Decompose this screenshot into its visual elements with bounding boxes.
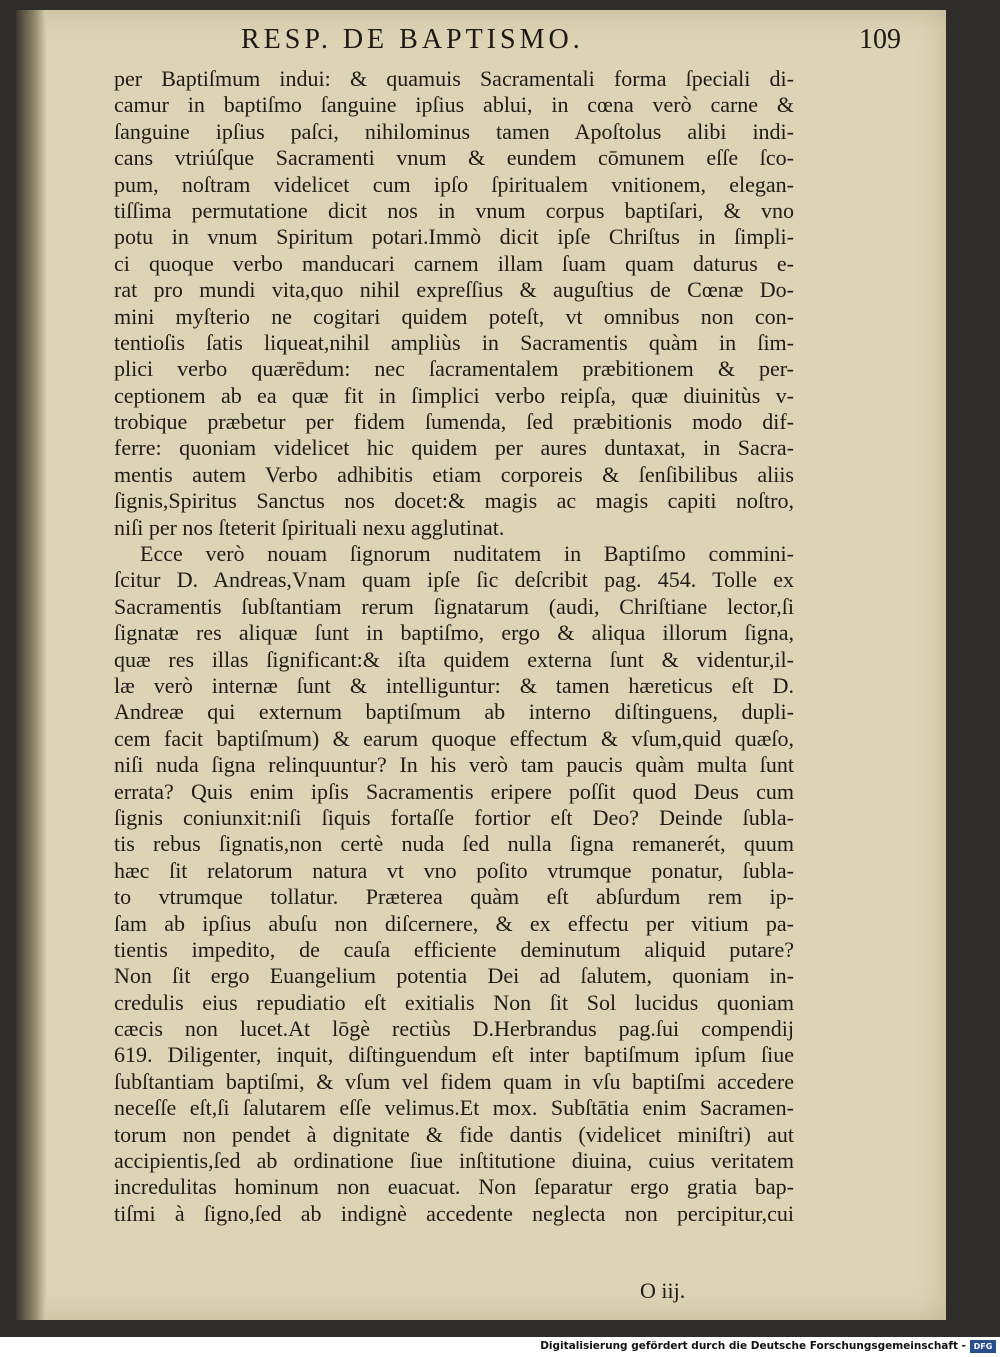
running-head — [241, 24, 901, 64]
text-line: rat pro mundi vita,quo nihil expreſſius & auguſtius de Cœnæ Do- — [114, 277, 794, 303]
text-line: neceſſe eſt,ſi ſalutarem eſſe velimus.Et mox. Subſtātia enim Sacramen- — [114, 1095, 794, 1121]
text-line: ferre: quoniam videlicet hic quidem per aures duntaxat, in Sacra- — [114, 435, 794, 461]
text-line: Andreæ qui externum baptiſmum ab interno diſtinguens, dupli- — [114, 699, 794, 725]
text-line: torum non pendet à dignitate & fide dantis (videlicet miniſtri) aut — [114, 1121, 794, 1147]
text-line: ſam ab ipſius abuſu non diſcernere, & ex effectu per vitium pa- — [114, 910, 794, 936]
text-line: niſi nuda ſigna relinquuntur? In his verò tam paucis quàm multa ſunt — [114, 752, 794, 778]
text-line: ſubſtantiam baptiſmi, & vſum vel fidem quam in vſu baptiſmi accedere — [114, 1068, 794, 1094]
text-line: tentioſis ſatis liqueat,nihil ampliùs in Sacramentis quàm in ſim- — [114, 329, 794, 355]
text-line: camur in baptiſmo ſanguine ipſius ablui, in cœna verò carne & — [114, 92, 794, 118]
text-line: pum, noſtram videlicet cum ipſo ſpiritualem vnitionem, elegan- — [114, 171, 794, 197]
text-line: niſi per nos ſteterit ſpirituali nexu agglutinat. — [114, 514, 505, 540]
text-line: Non ſit ergo Euangelium potentia Dei ad ſalutem, quoniam in- — [114, 963, 794, 989]
text-line: plici verbo quærēdum: nec ſacramentalem præbitionem & per- — [114, 356, 794, 382]
body-text — [114, 66, 794, 1227]
text-line: ci quoque verbo manducari carnem illam ſuam quam daturus e- — [114, 250, 794, 276]
text-line: tiſmi à ſigno,ſed ab indignè accedente neglecta non percipitur,cui — [114, 1200, 794, 1226]
text-line: mentis autem Verbo adhibitis etiam corporeis & ſenſibilibus aliis — [114, 461, 794, 487]
book-page — [16, 10, 946, 1320]
text-line: Ecce verò nouam ſignorum nuditatem in Baptiſmo commini- — [140, 541, 794, 567]
page-number: 109 — [859, 24, 901, 55]
dfg-logo: DFG — [970, 1340, 996, 1353]
text-line: mini myſterio ne cogitari quidem poteſt, vt omnibus non con- — [114, 303, 794, 329]
text-line: Sacramentis ſubſtantiam rerum ſignatarum (audi, Chriſtiane lector,ſi — [114, 593, 794, 619]
footer-bar — [0, 1337, 1000, 1357]
text-line: incredulitas hominum non euacuat. Non ſeparatur ergo gratia bap- — [114, 1174, 794, 1200]
text-line: trobique præbetur per fidem ſumenda, ſed præbitionis modo dif- — [114, 409, 794, 435]
text-line: tiſſima permutatione dicit nos in vnum corpus baptiſari, & vno — [114, 197, 794, 223]
text-line: cans vtriúſque Sacramenti vnum & eundem cōmunem eſſe ſco- — [114, 145, 794, 171]
text-line: per Baptiſmum indui: & quamuis Sacramentali forma ſpeciali di- — [114, 66, 794, 91]
text-line: ceptionem ab ea quæ fit in ſimplici verbo reipſa, quæ diuinitùs v- — [114, 382, 794, 408]
text-line: læ verò internæ ſunt & intelliguntur: & tamen hæreticus eſt D. — [114, 672, 794, 698]
text-line: tientis impedito, de cauſa efficiente deminutum aliquid putare? — [114, 936, 794, 962]
text-line: 619. Diligenter, inquit, diſtinguendum eſt inter baptiſmum ipſum ſiue — [114, 1042, 794, 1068]
text-line: to vtrumque tollatur. Præterea quàm eſt abſurdum rem ip- — [114, 884, 794, 910]
text-line: errata? Quis enim ipſis Sacramentis eripere poſſit quod Deus cum — [114, 778, 794, 804]
text-line: ſignis,Spiritus Sanctus nos docet:& magis ac magis capiti noſtro, — [114, 488, 794, 514]
text-line: accipientis,ſed ab ordinatione ſiue inſtitutione diuina, cuius veritatem — [114, 1148, 794, 1174]
text-line: potu in vnum Spiritum potari.Immò dicit ipſe Chriſtus in ſimpli- — [114, 224, 794, 250]
text-line: hæc ſit relatorum natura vt vno poſito vtrumque ponatur, ſubla- — [114, 857, 794, 883]
text-line: cem facit baptiſmum) & earum quoque effectum & vſum,quid quæſo, — [114, 725, 794, 751]
text-line: quæ res illas ſignificant:& iſta quidem externa ſunt & videntur,il- — [114, 646, 794, 672]
signature-mark: O iij. — [640, 1278, 686, 1303]
footer-credit: Digitalisierung gefördert durch die Deutsche Forschungsgemeinschaft - — [540, 1340, 966, 1352]
book-spine-shadow — [16, 10, 46, 1320]
running-title: RESP. DE BAPTISMO. — [241, 24, 584, 55]
text-line: ſanguine ipſius paſci, nihilominus tamen Apoſtolus alibi indi- — [114, 118, 794, 144]
text-line: credulis eius repudiatio eſt exitialis Non ſit Sol lucidus quoniam — [114, 989, 794, 1015]
text-line: cæcis non lucet.At lōgè rectiùs D.Herbrandus pag.ſui compendij — [114, 1016, 794, 1042]
text-line: ſcitur D. Andreas,Vnam quam ipſe ſic deſcribit pag. 454. Tolle ex — [114, 567, 794, 593]
text-line: ſignis coniunxit:niſi ſiquis fortaſſe fortior eſt Deo? Deinde ſubla- — [114, 804, 794, 830]
text-line: tis rebus ſignatis,non certè nuda ſed nulla ſigna remanerét, quum — [114, 831, 794, 857]
text-line: ſignatæ res aliquæ ſunt in baptiſmo, ergo & aliqua illorum ſigna, — [114, 620, 794, 646]
